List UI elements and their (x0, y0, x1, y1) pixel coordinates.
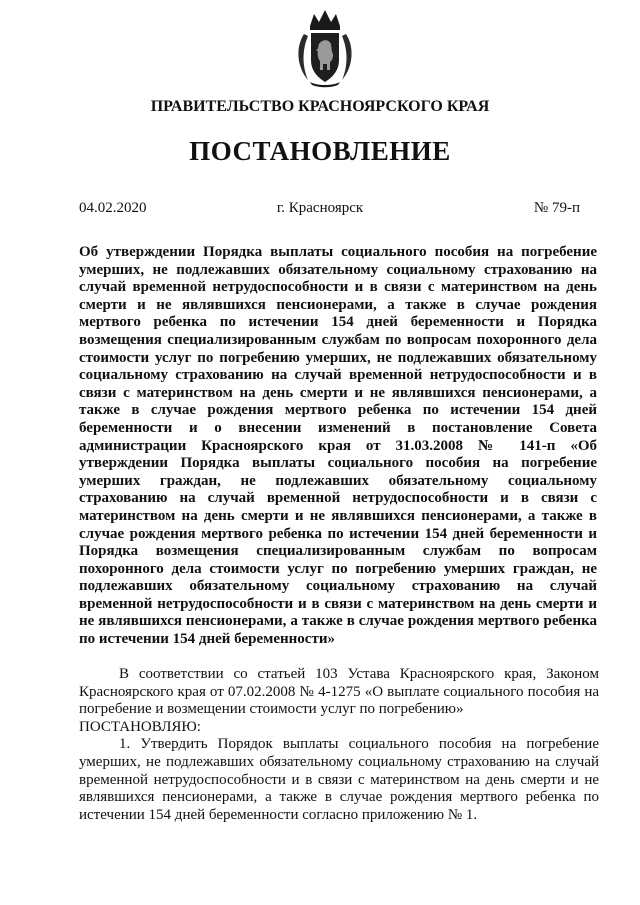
organization-heading: ПРАВИТЕЛЬСТВО КРАСНОЯРСКОГО КРАЯ (150, 98, 490, 115)
document-city: г. Красноярск (276, 200, 364, 216)
document-number: № 79-п (533, 200, 580, 216)
preamble-paragraph: В соответствии со статьей 103 Устава Красноярского края, Законом Красноярского края от 07.02.2008 № 4-1275 «О выплате социального пособия на погребение и возмещении стоимости услуг по погребению» (79, 666, 599, 718)
item-1-paragraph: 1. Утвердить Порядок выплаты социального пособия на погребение умерших, не подлежавших обязательному социальному страхованию на случай временной нетрудоспособности и в связи с материнством на день смерти и не являвшихся пенсионерами, а также в случае рождения мертвого ребенка по истечении 154 дней беременности согласно приложению № 1. (79, 736, 599, 823)
decree-word: ПОСТАНОВЛЯЮ: (79, 718, 201, 735)
document-type-title: ПОСТАНОВЛЕНИЕ (189, 136, 451, 166)
krasnoyarsk-coat-of-arms-icon (292, 6, 358, 88)
document-subject: Об утверждении Порядка выплаты социального пособия на погребение умерших, не подлежавших обязательному социальному страхованию на случай временной нетрудоспособности и в связи с материнством на день смерти и не являвшихся пенсионерами, а также в случае рождения мертвого ребенка по истечении 154 дней беременности и Порядка возмещения специализированным службам по вопросам похоронного дела стоимости услуг по погребению умерших, не подлежавших обязательному социальному страхованию на случай временной нетрудоспособности и в связи с материнством на день смерти и не являвшихся пенсионерами, а также в случае рождения мертвого ребенка по истечении 154 дней беременности и о внесении изменений в постановление Совета администрации Красноярского края от 31.03.2008 № 141-п «Об утверждении Порядка выплаты социального пособия на погребение умерших граждан, не подлежавших обязательному социальному страхованию на случай временной нетрудоспособности и в связи с материнством на день смерти и не являвшихся пенсионерами, а также в случае рождения мертвого ребенка по истечении 154 дней беременности и Порядка возмещения специализированным службам по вопросам похоронного дела стоимости услуг по погребению умерших граждан, не подлежавших обязательному социальному страхованию на случай временной нетрудоспособности и в связи с материнством на день смерти и не являвшихся пенсионерами, а также в случае рождения мертвого ребенка по истечении 154 дней беременности» (79, 244, 597, 648)
document-date: 04.02.2020 (79, 200, 147, 216)
document-body (79, 666, 599, 824)
